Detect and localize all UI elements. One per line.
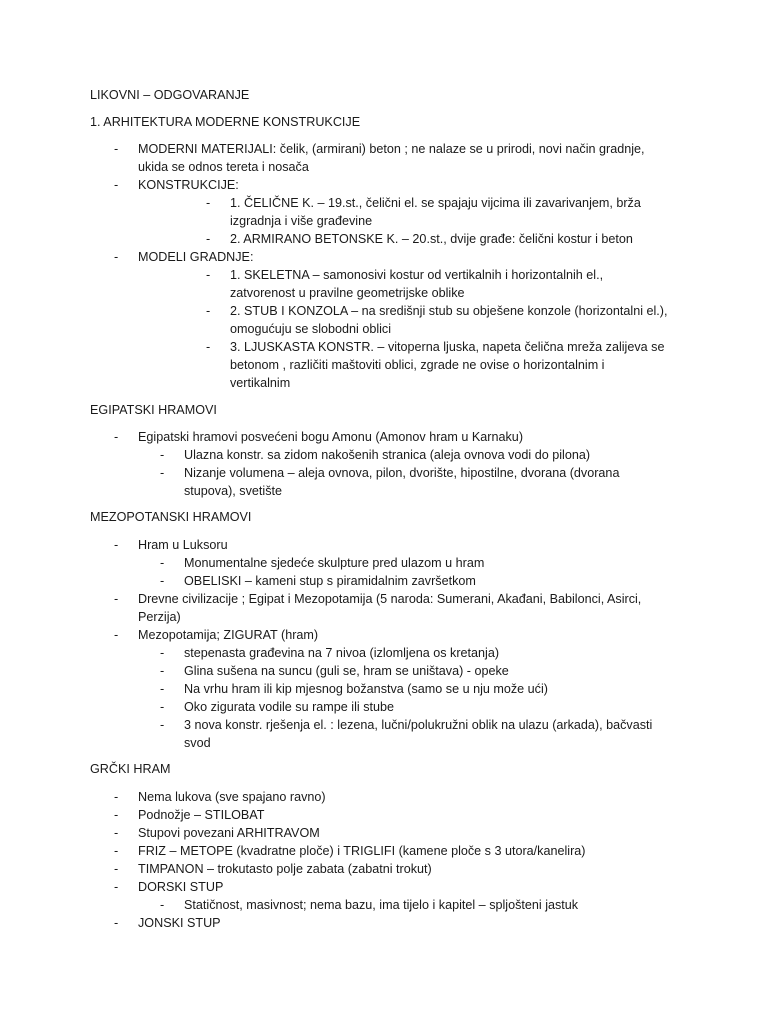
sub-item-clay: Glina sušena na suncu (guli se, hram se uništava) - opeke (184, 664, 509, 678)
sub-item-steel: 1. ČELIČNE K. – 19.st., čelični el. se spajaju vijcima ili zavarivanjem, brža (230, 196, 641, 210)
sub-item-pillar-console: 2. STUB I KONZOLA – na središnji stub su obješene konzole (horizontalni el.), (230, 304, 668, 318)
sub-item-top-temple: Na vrhu hram ili kip mjesnog božanstva (samo se u nju može ući) (184, 682, 548, 696)
bullet-dash: - (160, 664, 165, 678)
sub-item-skeletal: 1. SKELETNA – samonosivi kostur od vertikalnih i horizontalnih el., (230, 268, 604, 282)
bullet-dash: - (160, 448, 165, 462)
bullet-dash: - (160, 718, 165, 732)
list-item-building-models: MODELI GRADNJE: (138, 250, 254, 264)
list-item-frieze: FRIZ – METOPE (kvadratne ploče) i TRIGLIFI (kamene ploče s 3 utora/kanelira) (138, 844, 586, 858)
bullet-dash: - (160, 682, 165, 696)
bullet-dash: - (114, 142, 119, 156)
list-item-civilizations: Drevne civilizacije ; Egipat i Mezopotamija (5 naroda: Sumerani, Akađani, Babilonci, Asirci, (138, 592, 642, 606)
bullet-dash: - (114, 808, 119, 822)
list-item-architrave: Stupovi povezani ARHITRAVOM (138, 826, 320, 840)
list-item-amon: Egipatski hramovi posvećeni bogu Amonu (Amonov hram u Karnaku) (138, 430, 524, 444)
bullet-dash: - (114, 790, 119, 804)
sub-item-shell: 3. LJUSKASTA KONSTR. – vitoperna ljuska, napeta čelična mreža zalijeva se (230, 340, 665, 354)
sub-item-new-solutions-cont: svod (184, 736, 211, 750)
bullet-dash: - (206, 340, 211, 354)
sub-item-skeletal-cont: zatvorenost u pravilne geometrijske oblike (230, 286, 465, 300)
list-item-civilizations-cont: Perzija) (138, 610, 181, 624)
bullet-dash: - (160, 700, 165, 714)
bullet-dash: - (206, 268, 211, 282)
list-item-constructions: KONSTRUKCIJE: (138, 178, 239, 192)
bullet-dash: - (114, 178, 119, 192)
sub-item-shell-cont: betonom , različiti maštoviti oblici, zgrade ne ovise o horizontalnim i (230, 358, 605, 372)
bullet-dash: - (160, 574, 165, 588)
section-heading-mesopotamian-temples: MEZOPOTANSKI HRAMOVI (90, 510, 252, 524)
sub-item-sculptures: Monumentalne sjedeće skulpture pred ulazom u hram (184, 556, 485, 570)
list-item-no-arches: Nema lukova (sve spajano ravno) (138, 790, 326, 804)
section-heading-egyptian-temples: EGIPATSKI HRAMOVI (90, 403, 217, 417)
bullet-dash: - (114, 628, 119, 642)
sub-item-doric-description: Statičnost, masivnost; nema bazu, ima tijelo i kapitel – spljošteni jastuk (184, 898, 579, 912)
bullet-dash: - (206, 304, 211, 318)
bullet-dash: - (114, 844, 119, 858)
sub-item-reinforced-concrete: 2. ARMIRANO BETONSKE K. – 20.st., dvije građe: čelični kostur i beton (230, 232, 633, 246)
section-heading-architecture: 1. ARHITEKTURA MODERNE KONSTRUKCIJE (90, 115, 361, 129)
list-item-materials-cont: ukida se odnos tereta i nosača (138, 160, 309, 174)
bullet-dash: - (206, 232, 211, 246)
sub-item-pillar-console-cont: omogućuju se slobodni oblici (230, 322, 392, 336)
list-item-stylobate: Podnožje – STILOBAT (138, 808, 265, 822)
bullet-dash: - (206, 196, 211, 210)
sub-item-volumes: Nizanje volumena – aleja ovnova, pilon, dvorište, hipostilne, dvorana (dvorana (184, 466, 620, 480)
list-item-ionic-column: JONSKI STUP (138, 916, 221, 930)
list-item-tympanum: TIMPANON – trokutasto polje zabata (zabatni trokut) (138, 862, 432, 876)
sub-item-entrance: Ulazna konstr. sa zidom nakošenih stranica (aleja ovnova vodi do pilona) (184, 448, 591, 462)
bullet-dash: - (114, 430, 119, 444)
list-item-materials: MODERNI MATERIJALI: čelik, (armirani) beton ; ne nalaze se u prirodi, novi način gradnje, (138, 142, 645, 156)
sub-item-shell-cont: vertikalnim (230, 376, 291, 390)
bullet-dash: - (114, 916, 119, 930)
sub-item-stepped: stepenasta građevina na 7 nivoa (izlomljena os kretanja) (184, 646, 500, 660)
bullet-dash: - (160, 646, 165, 660)
sub-item-new-solutions: 3 nova konstr. rješenja el. : lezena, lučni/polukružni oblik na ulazu (arkada), bačvasti (184, 718, 653, 732)
bullet-dash: - (114, 538, 119, 552)
list-item-ziggurat: Mezopotamija; ZIGURAT (hram) (138, 628, 319, 642)
sub-item-ramps: Oko zigurata vodile su rampe ili stube (184, 700, 394, 714)
document-title: LIKOVNI – ODGOVARANJE (90, 88, 250, 102)
list-item-luxor: Hram u Luksoru (138, 538, 228, 552)
bullet-dash: - (160, 556, 165, 570)
sub-item-steel-cont: izgradnja i više građevine (230, 214, 373, 228)
bullet-dash: - (114, 592, 119, 606)
sub-item-obelisks: OBELISKI – kameni stup s piramidalnim završetkom (184, 574, 476, 588)
bullet-dash: - (114, 250, 119, 264)
bullet-dash: - (160, 898, 165, 912)
bullet-dash: - (160, 466, 165, 480)
bullet-dash: - (114, 880, 119, 894)
bullet-dash: - (114, 826, 119, 840)
sub-item-volumes-cont: stupova), svetište (184, 484, 282, 498)
bullet-dash: - (114, 862, 119, 876)
list-item-doric-column: DORSKI STUP (138, 880, 224, 894)
section-heading-greek-temple: GRČKI HRAM (90, 762, 171, 776)
